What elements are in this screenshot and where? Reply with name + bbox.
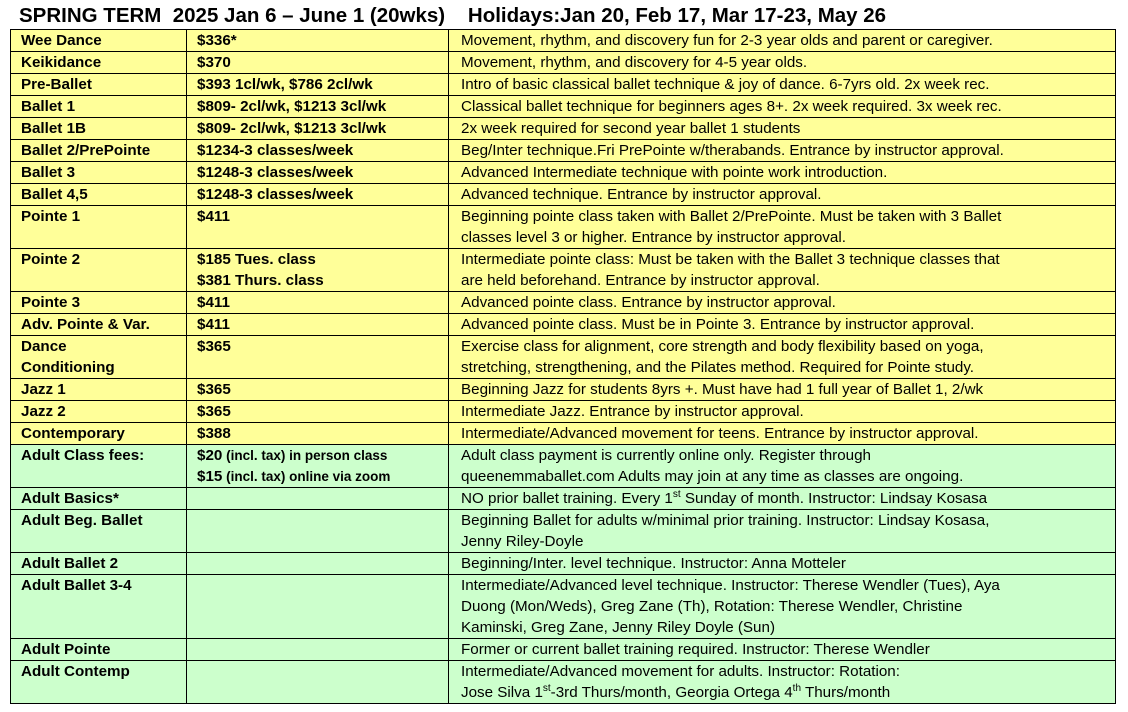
description-line: Intermediate/Advanced movement for adults. Instructor: Rotation: bbox=[461, 663, 900, 680]
class-name: Wee Dance bbox=[11, 30, 187, 52]
table-row bbox=[11, 292, 1116, 314]
class-name: Jazz 1 bbox=[11, 379, 187, 401]
price-amount: $20 bbox=[197, 447, 223, 464]
price-line bbox=[197, 466, 448, 487]
class-description bbox=[449, 336, 1116, 379]
class-description bbox=[449, 206, 1116, 249]
class-name bbox=[11, 336, 187, 379]
class-name: Contemporary bbox=[11, 423, 187, 445]
class-price: $809- 2cl/wk, $1213 3cl/wk bbox=[187, 118, 449, 140]
table-row bbox=[11, 401, 1116, 423]
class-price: $411 bbox=[187, 292, 449, 314]
class-schedule-table bbox=[10, 29, 1116, 704]
table-row bbox=[11, 575, 1116, 639]
class-name: Adult Beg. Ballet bbox=[11, 510, 187, 553]
table-row bbox=[11, 140, 1116, 162]
class-description bbox=[449, 661, 1116, 704]
description-text: Sunday of month. Instructor: Lindsay Kosasa bbox=[680, 490, 988, 507]
class-name-line: Dance bbox=[21, 338, 67, 355]
description-line: Beginning pointe class taken with Ballet 2/PrePointe. Must be taken with 3 Ballet bbox=[461, 208, 1002, 225]
class-price bbox=[187, 488, 449, 510]
class-price: $365 bbox=[187, 401, 449, 423]
class-price bbox=[187, 661, 449, 704]
class-name: Adult Ballet 3-4 bbox=[11, 575, 187, 639]
class-description: Beginning/Inter. level technique. Instructor: Anna Motteler bbox=[449, 553, 1116, 575]
price-line: $381 Thurs. class bbox=[197, 272, 324, 289]
description-line: stretching, strengthening, and the Pilates method. Required for Pointe study. bbox=[461, 359, 975, 376]
class-description: Advanced pointe class. Entrance by instructor approval. bbox=[449, 292, 1116, 314]
description-line: Duong (Mon/Weds), Greg Zane (Th), Rotation: Therese Wendler, Christine bbox=[461, 598, 963, 615]
class-price: $370 bbox=[187, 52, 449, 74]
price-note: (incl. tax) online via zoom bbox=[222, 469, 391, 484]
class-description: Beginning Jazz for students 8yrs +. Must have had 1 full year of Ballet 1, 2/wk bbox=[449, 379, 1116, 401]
description-line: classes level 3 or higher. Entrance by instructor approval. bbox=[461, 229, 846, 246]
class-description: Movement, rhythm, and discovery for 4-5 year olds. bbox=[449, 52, 1116, 74]
table-row bbox=[11, 336, 1116, 379]
table-row bbox=[11, 30, 1116, 52]
description-line: Exercise class for alignment, core strength and body flexibility based on yoga, bbox=[461, 338, 984, 355]
table-row bbox=[11, 510, 1116, 553]
description-text: Thurs/month bbox=[801, 684, 891, 701]
description-line: queenemmaballet.com Adults may join at any time as classes are ongoing. bbox=[461, 468, 964, 485]
class-price: $1248-3 classes/week bbox=[187, 162, 449, 184]
class-price: $365 bbox=[187, 379, 449, 401]
class-name: Adv. Pointe & Var. bbox=[11, 314, 187, 336]
table-row bbox=[11, 445, 1116, 488]
page-title: SPRING TERM 2025 Jan 6 – June 1 (20wks) Holidays:Jan 20, Feb 17, Mar 17-23, May 26 bbox=[19, 4, 887, 27]
class-description: Movement, rhythm, and discovery fun for 2-3 year olds and parent or caregiver. bbox=[449, 30, 1116, 52]
price-line bbox=[197, 445, 448, 466]
class-description bbox=[449, 510, 1116, 553]
class-description: Former or current ballet training required. Instructor: Therese Wendler bbox=[449, 639, 1116, 661]
class-price: $411 bbox=[187, 314, 449, 336]
table-row bbox=[11, 96, 1116, 118]
class-price bbox=[187, 639, 449, 661]
description-line: Jenny Riley-Doyle bbox=[461, 533, 584, 550]
ordinal-suffix: st bbox=[672, 489, 681, 500]
price-note: (incl. tax) in person class bbox=[222, 448, 388, 463]
table-row bbox=[11, 184, 1116, 206]
description-line: Kaminski, Greg Zane, Jenny Riley Doyle (Sun) bbox=[461, 619, 775, 636]
class-description bbox=[449, 488, 1116, 510]
class-name: Adult Contemp bbox=[11, 661, 187, 704]
class-name: Pointe 2 bbox=[11, 249, 187, 292]
description-line: Intermediate/Advanced level technique. Instructor: Therese Wendler (Tues), Aya bbox=[461, 577, 1000, 594]
class-description: Intermediate/Advanced movement for teens. Entrance by instructor approval. bbox=[449, 423, 1116, 445]
class-name: Adult Pointe bbox=[11, 639, 187, 661]
table-row bbox=[11, 423, 1116, 445]
class-price: $411 bbox=[187, 206, 449, 249]
description-line bbox=[461, 682, 1115, 703]
table-row bbox=[11, 74, 1116, 96]
table-row bbox=[11, 162, 1116, 184]
class-description: 2x week required for second year ballet 1 students bbox=[449, 118, 1116, 140]
class-description bbox=[449, 249, 1116, 292]
class-name-line: Conditioning bbox=[21, 359, 115, 376]
class-price: $365 bbox=[187, 336, 449, 379]
class-description: Intro of basic classical ballet technique & joy of dance. 6-7yrs old. 2x week rec. bbox=[449, 74, 1116, 96]
class-price bbox=[187, 249, 449, 292]
price-amount: $15 bbox=[197, 468, 223, 485]
class-name: Pointe 3 bbox=[11, 292, 187, 314]
class-name: Adult Class fees: bbox=[11, 445, 187, 488]
description-text: NO prior ballet training. Every 1 bbox=[461, 490, 673, 507]
class-name: Adult Ballet 2 bbox=[11, 553, 187, 575]
class-name: Pointe 1 bbox=[11, 206, 187, 249]
ordinal-suffix: th bbox=[792, 683, 802, 694]
class-name: Keikidance bbox=[11, 52, 187, 74]
class-name: Pre-Ballet bbox=[11, 74, 187, 96]
class-description: Beg/Inter technique.Fri PrePointe w/therabands. Entrance by instructor approval. bbox=[449, 140, 1116, 162]
class-price: $393 1cl/wk, $786 2cl/wk bbox=[187, 74, 449, 96]
class-description bbox=[449, 575, 1116, 639]
table-row bbox=[11, 206, 1116, 249]
class-name: Adult Basics* bbox=[11, 488, 187, 510]
class-name: Ballet 1 bbox=[11, 96, 187, 118]
class-price bbox=[187, 510, 449, 553]
table-row bbox=[11, 553, 1116, 575]
table-row bbox=[11, 639, 1116, 661]
class-price bbox=[187, 575, 449, 639]
description-text: -3rd Thurs/month, Georgia Ortega 4 bbox=[550, 684, 793, 701]
class-description: Advanced pointe class. Must be in Pointe 3. Entrance by instructor approval. bbox=[449, 314, 1116, 336]
class-description: Intermediate Jazz. Entrance by instructor approval. bbox=[449, 401, 1116, 423]
description-text: Jose Silva 1 bbox=[461, 684, 543, 701]
class-description: Classical ballet technique for beginners ages 8+. 2x week required. 3x week rec. bbox=[449, 96, 1116, 118]
table-row bbox=[11, 314, 1116, 336]
class-price: $1234-3 classes/week bbox=[187, 140, 449, 162]
class-name: Ballet 4,5 bbox=[11, 184, 187, 206]
class-price: $388 bbox=[187, 423, 449, 445]
class-description: Advanced Intermediate technique with pointe work introduction. bbox=[449, 162, 1116, 184]
table-row bbox=[11, 52, 1116, 74]
description-line: are held beforehand. Entrance by instructor approval. bbox=[461, 272, 820, 289]
class-name: Ballet 1B bbox=[11, 118, 187, 140]
price-line: $185 Tues. class bbox=[197, 251, 316, 268]
class-name: Ballet 2/PrePointe bbox=[11, 140, 187, 162]
description-line: Adult class payment is currently online only. Register through bbox=[461, 447, 871, 464]
class-price: $809- 2cl/wk, $1213 3cl/wk bbox=[187, 96, 449, 118]
table-row bbox=[11, 249, 1116, 292]
table-row bbox=[11, 379, 1116, 401]
ordinal-suffix: st bbox=[542, 683, 551, 694]
class-price: $1248-3 classes/week bbox=[187, 184, 449, 206]
class-description: Advanced technique. Entrance by instructor approval. bbox=[449, 184, 1116, 206]
description-line: Beginning Ballet for adults w/minimal prior training. Instructor: Lindsay Kosasa, bbox=[461, 512, 990, 529]
table-row bbox=[11, 488, 1116, 510]
description-line: Intermediate pointe class: Must be taken with the Ballet 3 technique classes that bbox=[461, 251, 1000, 268]
class-name: Ballet 3 bbox=[11, 162, 187, 184]
class-name: Jazz 2 bbox=[11, 401, 187, 423]
table-row bbox=[11, 118, 1116, 140]
class-price: $336* bbox=[187, 30, 449, 52]
class-price bbox=[187, 553, 449, 575]
class-price bbox=[187, 445, 449, 488]
table-row bbox=[11, 661, 1116, 704]
class-description bbox=[449, 445, 1116, 488]
